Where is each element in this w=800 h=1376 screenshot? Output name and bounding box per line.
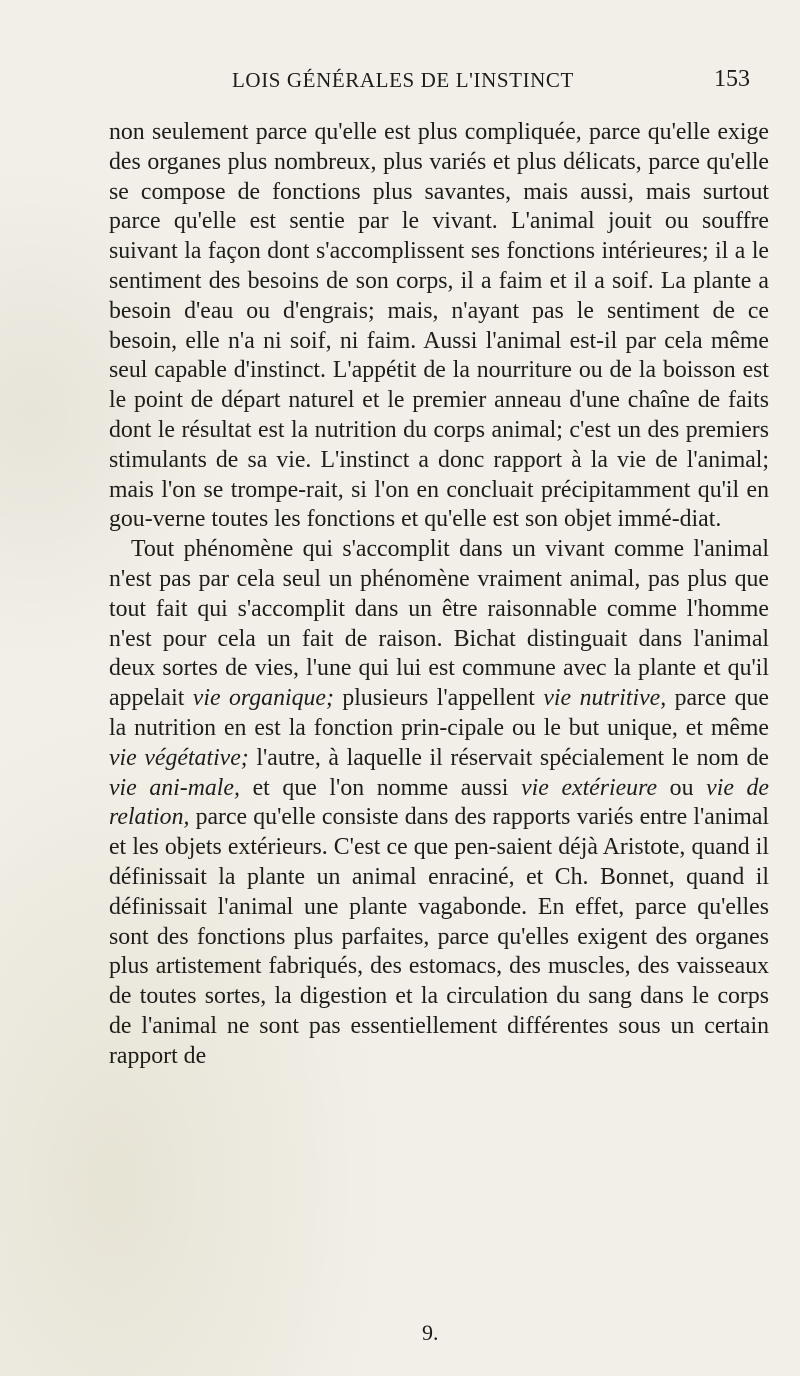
signature-mark: 9. [422,1320,439,1345]
italic-term-vie-exterieure: vie extérieure [521,774,658,801]
italic-term-vie-vegetative: vie végétative; [109,744,249,771]
text-run: l'autre, à laquelle il réservait spécialement le nom de [248,744,769,771]
body-text [109,118,769,1072]
italic-term-vie-nutritive: vie nutritive, [543,685,667,712]
text-run: plusieurs l'appellent [333,685,544,712]
paragraph-1: non seulement parce qu'elle est plus compliquée, parce qu'elle exige des organes plus nombreux, plus variés et plus délicats, parce qu'elle se compose de fonctions plus savantes, mais aussi, mais surtout parce qu'elle est sentie par le vivant. L'animal jouit ou souffre suivant la façon dont s'accomplissent ses fonctions intérieures; il a le sentiment des besoins de son corps, il a faim et il a soif. La plante a besoin d'eau ou d'engrais; mais, n'ayant pas le sentiment de ce besoin, elle n'a ni soif, ni faim. Aussi l'animal est-il par cela même seul capable d'instinct. L'appétit de la nourriture ou de la boisson est le point de départ naturel et le premier anneau d'une chaîne de faits dont le résultat est la nutrition du corps animal; c'est un des premiers stimulants de sa vie. L'instinct a donc rapport à la vie de l'animal; mais l'on se trompe-rait, si l'on en concluait précipitamment qu'il en gou-verne toutes les fonctions et qu'elle est son objet immé-diat. [109,119,769,533]
italic-term-vie-organique: vie organique; [192,685,334,712]
text-run: Tout phénomène qui s'accomplit dans un vivant comme l'animal n'est pas par cela seul un phénomène vraiment animal, pas plus que tout fait qui s'accomplit dans un être raisonnable comme l'homme n'est pour cela un fait de raison. Bichat distinguait dans l'animal deux sortes de vies, l'une qui lui est commune avec la plante et qu'il appelait [109,536,769,712]
page-number: 153 [714,66,750,92]
paragraph-2 [109,535,769,1071]
text-run: et que l'on nomme aussi [239,774,522,801]
text-run: ou [657,774,707,801]
text-run: parce qu'elle consiste dans des rapports variés entre l'animal et les objets extérieurs. C'est ce que pen-saient déjà Aristote, quand il définissait la plante un animal enraciné, et Ch. Bonnet, quand il définissait l'animal une plante vagabonde. En effet, parce qu'elles sont des fonctions plus parfaites, parce qu'elles exigent des organes plus artistement fabriqués, des estomacs, des muscles, des vaisseaux de toutes sortes, la digestion et la circulation du sang dans le corps de l'animal ne sont pas essentiellement différentes sous un certain rapport de [109,804,769,1069]
running-header: LOIS GÉNÉRALES DE L'INSTINCT [232,68,574,92]
text-run: parce que la nutrition en est la fonction prin-cipale ou le but unique, et même [109,685,769,741]
italic-term-vie-animale: vie ani-male, [109,774,240,801]
italic-term-vie-de-relation: vie de relation, [109,774,769,831]
